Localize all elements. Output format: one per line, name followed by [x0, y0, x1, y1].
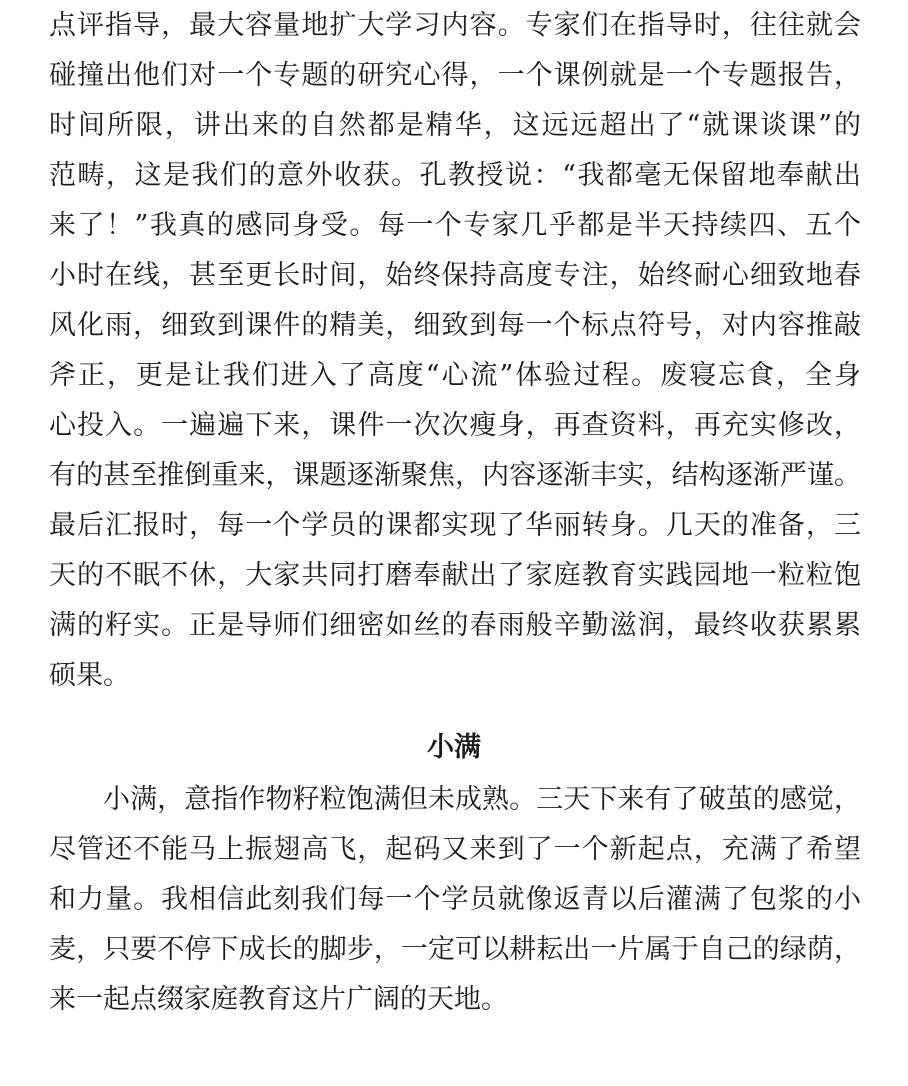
paragraph-line: 来一起点缀家庭教育这片广阔的天地。	[49, 984, 508, 1015]
section-heading: 小满	[427, 732, 481, 763]
paragraph-line: 天的不眠不休，大家共同打磨奉献出了家庭教育实践园地一粒粒饱	[49, 560, 861, 591]
paragraph-line: 硕果。	[49, 660, 130, 691]
paragraph-line: 最后汇报时，每一个学员的课都实现了华丽转身。几天的准备，三	[49, 510, 861, 541]
paragraph-line: 有的甚至推倒重来，课题逐渐聚焦，内容逐渐丰实，结构逐渐严谨。	[49, 460, 861, 491]
paragraph-line: 小满，意指作物籽粒饱满但未成熟。三天下来有了破茧的感觉，	[103, 784, 861, 815]
paragraph-line: 麦，只要不停下成长的脚步，一定可以耕耘出一片属于自己的绿荫，	[49, 934, 861, 965]
paragraph-line: 点评指导，最大容量地扩大学习内容。专家们在指导时，往往就会	[49, 10, 861, 41]
paragraph-line: 时间所限，讲出来的自然都是精华，这远远超出了“就课谈课”的	[49, 110, 861, 141]
paragraph-line: 斧正，更是让我们进入了高度“心流”体验过程。废寝忘食，全身	[49, 360, 861, 391]
paragraph-line: 满的籽实。正是导师们细密如丝的春雨般辛勤滋润，最终收获累累	[49, 610, 861, 641]
paragraph-line: 和力量。我相信此刻我们每一个学员就像返青以后灌满了包浆的小	[49, 884, 861, 915]
paragraph-line: 心投入。一遍遍下来，课件一次次瘦身，再查资料，再充实修改，	[49, 410, 861, 441]
paragraph-line: 来了！”我真的感同身受。每一个专家几乎都是半天持续四、五个	[49, 210, 861, 241]
paragraph-line: 尽管还不能马上振翅高飞，起码又来到了一个新起点，充满了希望	[49, 834, 861, 865]
paragraph-line: 范畴，这是我们的意外收获。孔教授说：“我都毫无保留地奉献出	[49, 160, 861, 191]
paragraph-line: 风化雨，细致到课件的精美，细致到每一个标点符号，对内容推敲	[49, 310, 861, 341]
paragraph-line: 小时在线，甚至更长时间，始终保持高度专注，始终耐心细致地春	[49, 260, 861, 291]
paragraph-line: 碰撞出他们对一个专题的研究心得，一个课例就是一个专题报告，	[49, 60, 861, 91]
